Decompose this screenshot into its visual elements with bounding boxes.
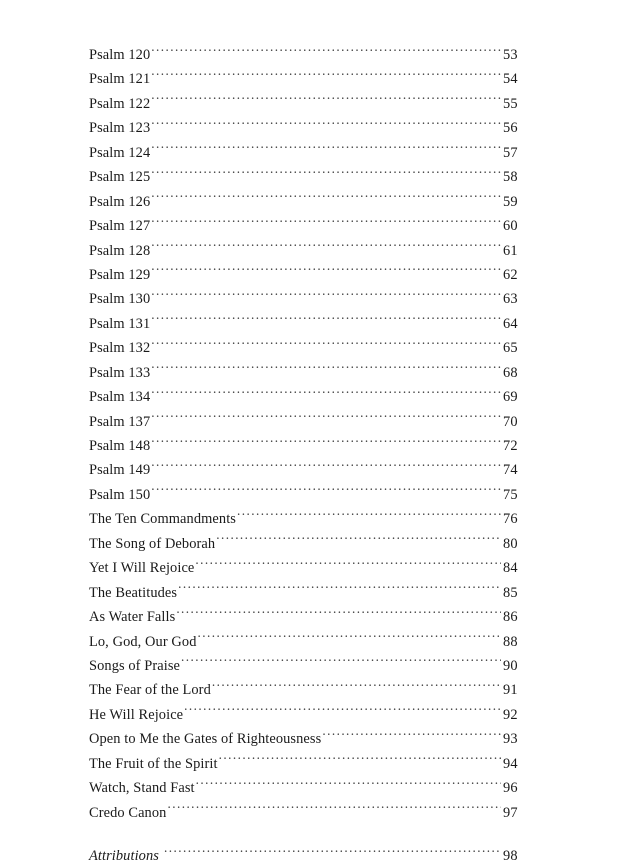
toc-entry-page-number: 72 — [503, 438, 518, 454]
toc-dot-leader — [195, 558, 501, 572]
toc-entry-title: Psalm 124 — [89, 144, 151, 161]
toc-entry-title: As Water Falls — [89, 609, 176, 626]
toc-entry[interactable] — [89, 776, 529, 800]
toc-entry[interactable] — [89, 287, 529, 311]
toc-entry-page-number: 65 — [503, 340, 518, 357]
toc-dot-leader — [178, 582, 501, 596]
toc-dot-leader — [151, 142, 501, 156]
toc-dot-leader — [164, 846, 501, 860]
toc-dot-leader — [151, 118, 501, 132]
toc-entry[interactable] — [89, 581, 529, 605]
toc-entry-title: Psalm 126 — [89, 193, 151, 210]
toc-entry[interactable] — [89, 458, 529, 482]
toc-dot-leader — [151, 338, 501, 352]
toc-entry[interactable] — [89, 312, 529, 336]
toc-entry[interactable] — [89, 214, 529, 238]
toc-dot-leader — [151, 289, 501, 303]
toc-entry[interactable] — [89, 141, 529, 165]
toc-entry[interactable] — [89, 678, 529, 702]
toc-dot-leader — [151, 69, 501, 83]
toc-dot-leader — [151, 313, 501, 327]
toc-entry[interactable] — [89, 434, 529, 458]
toc-entry-page-number: 76 — [503, 511, 518, 528]
toc-dot-leader — [198, 631, 501, 645]
toc-entry-title: Open to Me the Gates of Righteousness — [89, 731, 322, 748]
toc-entry-title: Psalm 149 — [89, 462, 151, 479]
toc-dot-leader — [151, 216, 501, 230]
toc-entry-title: Psalm 150 — [89, 486, 151, 503]
toc-entry-page-number: 80 — [503, 535, 518, 552]
toc-entry[interactable] — [89, 630, 529, 654]
toc-entry[interactable] — [89, 844, 529, 868]
toc-entry[interactable] — [89, 239, 529, 263]
toc-entry-title: Psalm 123 — [89, 120, 151, 137]
toc-entry-title: Yet I Will Rejoice — [89, 560, 195, 577]
toc-entry-title: Psalm 148 — [89, 438, 151, 454]
toc-entry-title: The Song of Deborah — [89, 535, 216, 552]
toc-entry-page-number: 64 — [503, 315, 518, 332]
toc-dot-leader — [219, 753, 501, 767]
toc-entry[interactable] — [89, 801, 529, 825]
toc-entry-page-number: 59 — [503, 193, 518, 210]
toc-entry[interactable] — [89, 190, 529, 214]
toc-entry-title: The Fear of the Lord — [89, 682, 211, 699]
toc-entry-title: Psalm 133 — [89, 364, 151, 381]
toc-dot-leader — [167, 802, 501, 816]
toc-dot-leader — [151, 484, 501, 498]
toc-dot-leader — [151, 362, 501, 376]
toc-entry-title: The Fruit of the Spirit — [89, 755, 218, 772]
toc-entry[interactable] — [89, 752, 529, 776]
toc-entry-page-number: 69 — [503, 389, 518, 406]
toc-entry-title: Credo Canon — [89, 804, 167, 821]
toc-entry-page-number: 94 — [503, 755, 518, 772]
toc-entry-title: Psalm 134 — [89, 389, 151, 406]
toc-entry-title: The Beatitudes — [89, 584, 178, 601]
toc-entry-title: Psalm 130 — [89, 291, 151, 308]
toc-dot-leader — [151, 436, 501, 450]
table-of-contents-list — [89, 43, 529, 868]
toc-entry-page-number: 58 — [503, 169, 518, 186]
toc-entry-title: Psalm 128 — [89, 242, 151, 259]
toc-dot-leader — [151, 387, 501, 401]
toc-entry-page-number: 74 — [503, 462, 518, 479]
toc-entry-page-number: 96 — [503, 780, 518, 797]
toc-entry-page-number: 53 — [503, 47, 518, 63]
toc-dot-leader — [212, 680, 501, 694]
toc-entry-page-number: 68 — [503, 364, 518, 381]
toc-entry-title: Watch, Stand Fast — [89, 780, 195, 797]
toc-entry-title: Psalm 132 — [89, 340, 151, 357]
toc-entry-title: He Will Rejoice — [89, 706, 184, 723]
toc-entry[interactable] — [89, 67, 529, 91]
toc-dot-leader — [151, 460, 501, 474]
toc-entry[interactable] — [89, 43, 529, 67]
toc-entry-title: Psalm 120 — [89, 47, 151, 63]
toc-entry-page-number: 85 — [503, 584, 518, 601]
toc-entry-page-number: 75 — [503, 486, 518, 503]
toc-dot-leader — [196, 778, 501, 792]
toc-dot-leader — [151, 191, 501, 205]
toc-entry-title: Attributions — [89, 848, 159, 864]
toc-dot-leader — [184, 704, 501, 718]
toc-entry[interactable] — [89, 336, 529, 360]
toc-dot-leader — [151, 45, 501, 59]
toc-entry[interactable] — [89, 703, 529, 727]
toc-entry-page-number: 91 — [503, 682, 518, 699]
toc-entry-title: Psalm 129 — [89, 266, 151, 283]
toc-entry[interactable] — [89, 165, 529, 189]
toc-entry[interactable] — [89, 361, 529, 385]
toc-entry-page-number: 61 — [503, 242, 518, 259]
toc-entry-page-number: 54 — [503, 71, 518, 88]
toc-entry[interactable] — [89, 410, 529, 434]
toc-dot-leader — [181, 656, 501, 670]
toc-dot-leader — [151, 167, 501, 181]
toc-dot-leader — [176, 607, 501, 621]
toc-entry[interactable] — [89, 507, 529, 531]
toc-entry-page-number: 90 — [503, 657, 518, 674]
toc-entry-title: Psalm 121 — [89, 71, 151, 88]
toc-entry-page-number: 86 — [503, 609, 518, 626]
toc-entry[interactable] — [89, 92, 529, 116]
toc-dot-leader — [151, 240, 501, 254]
toc-entry-title: Psalm 137 — [89, 413, 151, 430]
toc-entry[interactable] — [89, 532, 529, 556]
toc-entry-title: Psalm 122 — [89, 95, 151, 112]
toc-entry-page-number: 98 — [503, 848, 518, 864]
toc-entry-page-number: 55 — [503, 95, 518, 112]
toc-entry-title: Psalm 127 — [89, 218, 151, 235]
toc-entry[interactable] — [89, 116, 529, 140]
toc-entry-page-number: 84 — [503, 560, 518, 577]
toc-entry[interactable] — [89, 654, 529, 678]
toc-entry-page-number: 93 — [503, 731, 518, 748]
toc-entry-page-number: 70 — [503, 413, 518, 430]
toc-dot-leader — [151, 265, 501, 279]
toc-dot-leader — [237, 509, 501, 523]
toc-dot-leader — [151, 93, 501, 107]
toc-entry[interactable] — [89, 605, 529, 629]
toc-entry-page-number: 57 — [503, 144, 518, 161]
toc-entry-title: Lo, God, Our God — [89, 633, 197, 650]
toc-entry-title: The Ten Commandments — [89, 511, 237, 528]
toc-entry[interactable] — [89, 556, 529, 580]
toc-entry-title: Psalm 131 — [89, 315, 151, 332]
toc-entry[interactable] — [89, 483, 529, 507]
toc-entry[interactable] — [89, 263, 529, 287]
toc-entry-page-number: 62 — [503, 266, 518, 283]
toc-entry-page-number: 56 — [503, 120, 518, 137]
toc-entry-page-number: 97 — [503, 804, 518, 821]
toc-entry-title: Psalm 125 — [89, 169, 151, 186]
toc-dot-leader — [322, 729, 501, 743]
toc-dot-leader — [151, 411, 501, 425]
toc-entry[interactable] — [89, 385, 529, 409]
toc-dot-leader — [216, 533, 501, 547]
toc-entry-page-number: 60 — [503, 218, 518, 235]
toc-entry-page-number: 63 — [503, 291, 518, 308]
toc-entry-page-number: 88 — [503, 633, 518, 650]
toc-entry-title: Songs of Praise — [89, 657, 181, 674]
toc-entry-page-number: 92 — [503, 706, 518, 723]
toc-entry[interactable] — [89, 727, 529, 751]
